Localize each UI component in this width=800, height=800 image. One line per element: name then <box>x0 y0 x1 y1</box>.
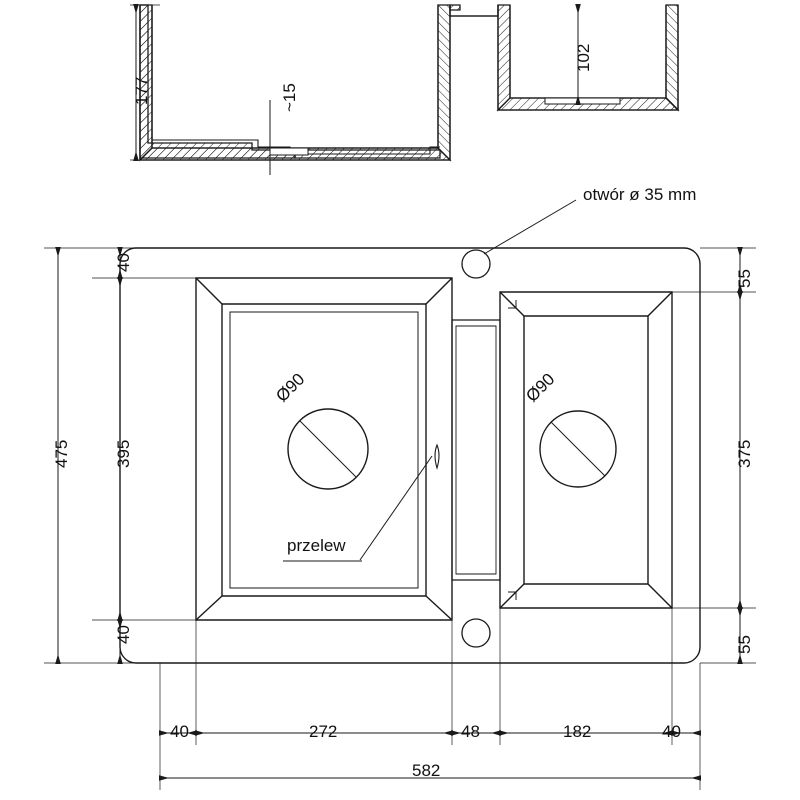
tap-hole-callout-label: otwór ø 35 mm <box>583 185 697 204</box>
bottom-margin-label: 40 <box>114 625 133 644</box>
drain-right-label: Ø90 <box>522 369 559 406</box>
top-offset-right-label: 55 <box>735 269 754 288</box>
top-margin-label: 40 <box>114 253 133 272</box>
total-height-label: 475 <box>52 439 71 468</box>
section-depth-right-label: 102 <box>574 43 593 72</box>
main-bowl-width-label: 272 <box>309 722 338 741</box>
right-margin-label: 40 <box>662 722 681 741</box>
section-depth-left-label: 177 <box>132 76 151 105</box>
bowl-height-label: 395 <box>114 439 133 468</box>
total-width-label: 582 <box>412 761 441 780</box>
overflow-callout-label: przelew <box>287 536 346 555</box>
top-view-group <box>44 200 756 790</box>
section-view-group <box>130 5 678 175</box>
second-bowl-width-label: 182 <box>563 722 592 741</box>
divider-width-label: 48 <box>461 722 480 741</box>
bowl-height-right-label: 375 <box>735 439 754 468</box>
left-margin-label: 40 <box>170 722 189 741</box>
drain-left-label: Ø90 <box>272 369 309 406</box>
bottom-offset-right-label: 55 <box>735 635 754 654</box>
section-wall-thickness-label: ~15 <box>280 83 299 112</box>
